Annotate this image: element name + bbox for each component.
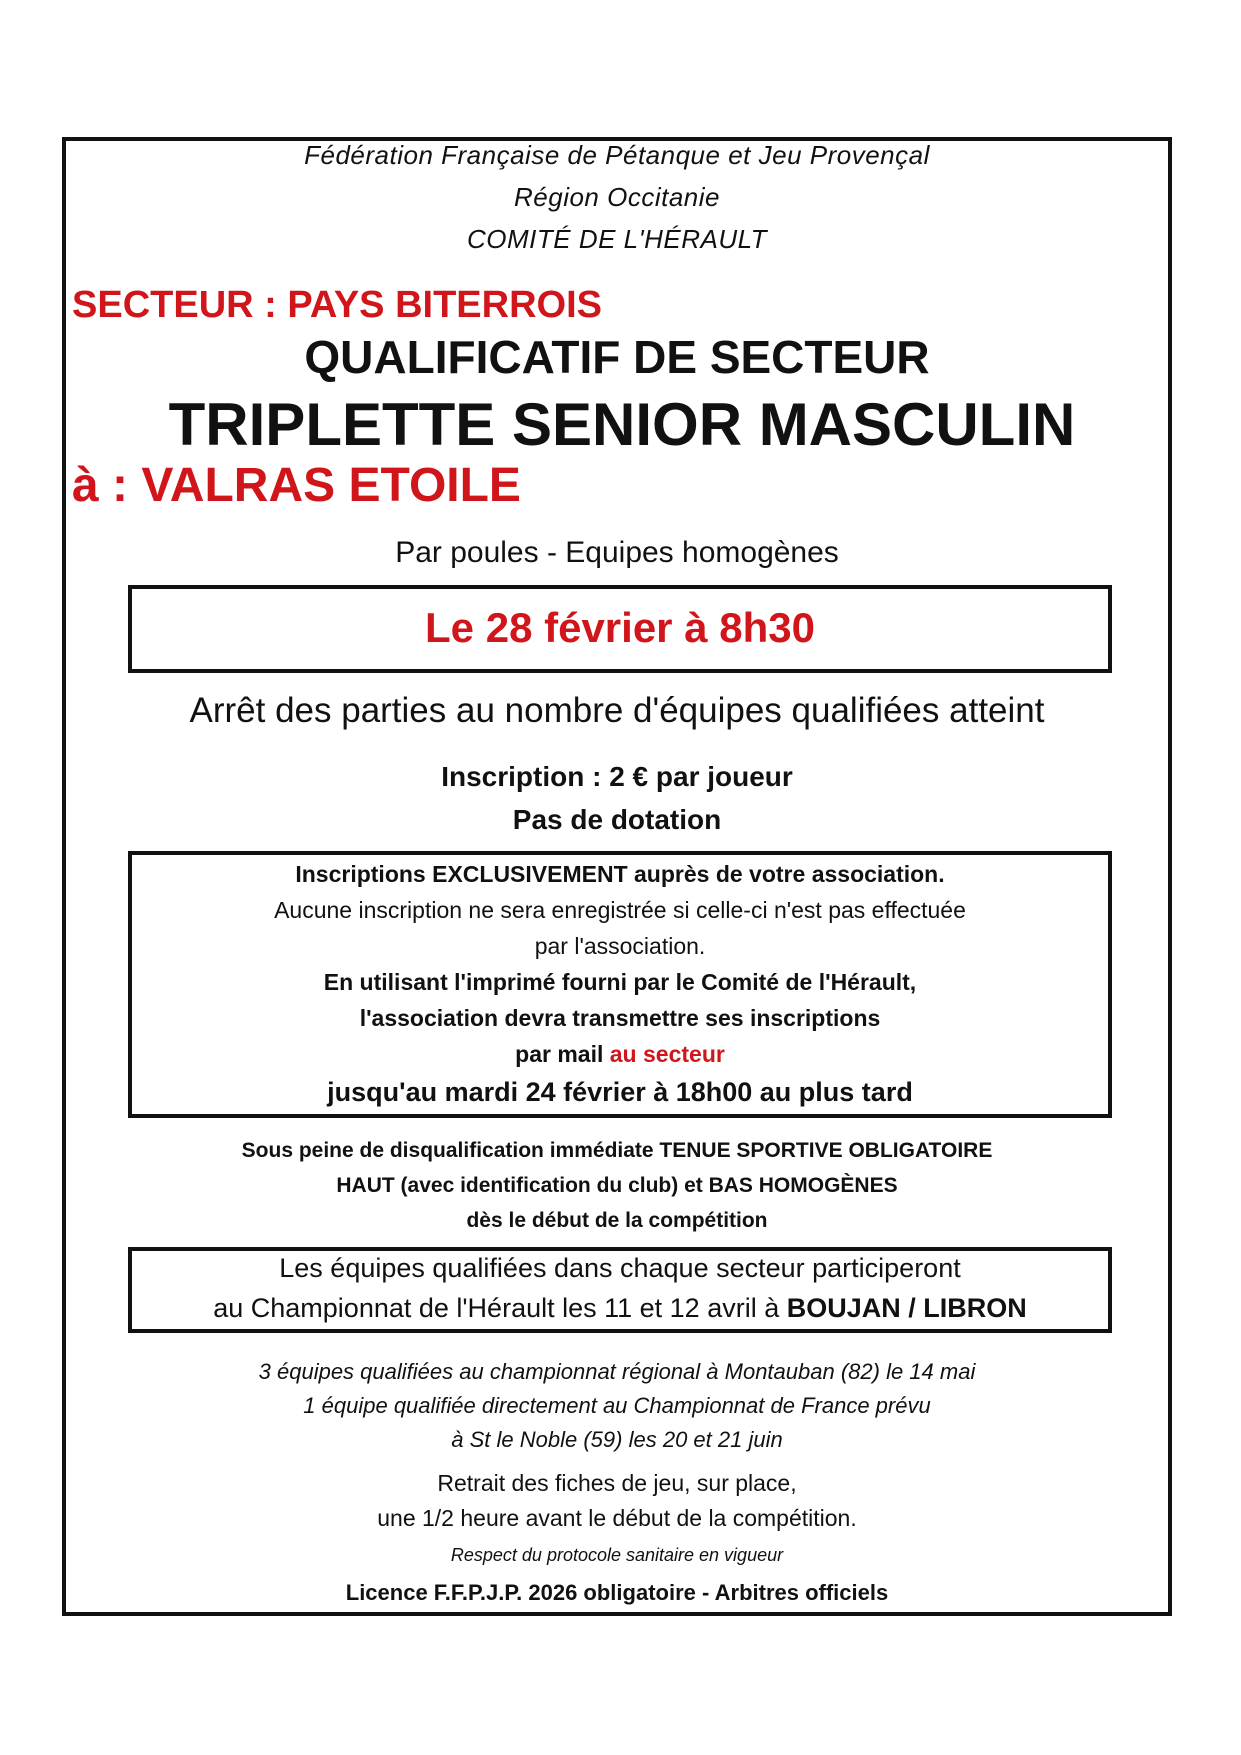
dress-code-line1: Sous peine de disqualification immédiate TENUE SPORTIVE OBLIGATOIRE bbox=[241, 1139, 993, 1162]
qualification-line1: 3 équipes qualifiées au championnat régional à Montauban (82) le 14 mai bbox=[258, 1359, 976, 1384]
sector-label: SECTEUR : PAYS BITERROIS bbox=[72, 284, 602, 326]
championship-line2 bbox=[132, 1293, 1108, 1324]
registration-mail: par mail bbox=[515, 1041, 604, 1067]
registration-line4: En utilisant l'imprimé fourni par le Comité de l'Hérault, bbox=[323, 969, 917, 995]
registration-line6 bbox=[132, 1041, 1108, 1068]
event-title-line2: TRIPLETTE SENIOR MASCULIN bbox=[168, 391, 1076, 458]
sheets-line2: une 1/2 heure avant le début de la compétition. bbox=[377, 1505, 857, 1531]
dress-code-line3: dès le début de la compétition bbox=[466, 1209, 768, 1232]
entry-fee: Inscription : 2 € par joueur bbox=[441, 761, 793, 792]
stop-rule: Arrêt des parties au nombre d'équipes qualifiées atteint bbox=[189, 691, 1045, 730]
registration-sector: au secteur bbox=[609, 1041, 725, 1067]
event-date: Le 28 février à 8h30 bbox=[425, 604, 815, 651]
event-format: Par poules - Equipes homogènes bbox=[395, 536, 839, 569]
event-location: à : VALRAS ETOILE bbox=[72, 459, 521, 512]
federation-name: Fédération Française de Pétanque et Jeu Provençal bbox=[304, 140, 930, 170]
no-prize: Pas de dotation bbox=[512, 804, 722, 835]
qualification-line3: à St le Noble (59) les 20 et 21 juin bbox=[451, 1427, 783, 1452]
registration-box bbox=[128, 851, 1112, 1118]
registration-line1: Inscriptions EXCLUSIVEMENT auprès de votre association. bbox=[295, 861, 945, 887]
dress-code-line2: HAUT (avec identification du club) et BAS HOMOGÈNES bbox=[336, 1174, 898, 1197]
championship-box bbox=[128, 1247, 1112, 1333]
sanitary-notice: Respect du protocole sanitaire en vigueur bbox=[450, 1545, 784, 1565]
event-title-line1: QUALIFICATIF DE SECTEUR bbox=[304, 331, 930, 383]
championship-venue: BOUJAN / LIBRON bbox=[786, 1293, 1027, 1323]
licence-notice: Licence F.F.P.J.P. 2026 obligatoire - Arbitres officiels bbox=[345, 1580, 889, 1605]
qualification-line2: 1 équipe qualifiée directement au Championnat de France prévu bbox=[303, 1393, 931, 1418]
date-box bbox=[128, 585, 1112, 673]
championship-line1: Les équipes qualifiées dans chaque secteur participeront bbox=[279, 1253, 961, 1283]
registration-line2: Aucune inscription ne sera enregistrée si celle-ci n'est pas effectuée bbox=[274, 897, 966, 923]
registration-line5: l'association devra transmettre ses inscriptions bbox=[359, 1005, 881, 1031]
sheets-line1: Retrait des fiches de jeu, sur place, bbox=[437, 1470, 797, 1496]
registration-deadline: jusqu'au mardi 24 février à 18h00 au plus tard bbox=[327, 1077, 913, 1107]
championship-dates: au Championnat de l'Hérault les 11 et 12 avril à bbox=[213, 1293, 780, 1323]
region-name: Région Occitanie bbox=[514, 182, 720, 212]
registration-line3: par l'association. bbox=[534, 933, 706, 959]
committee-name: COMITÉ DE L'HÉRAULT bbox=[466, 224, 768, 254]
